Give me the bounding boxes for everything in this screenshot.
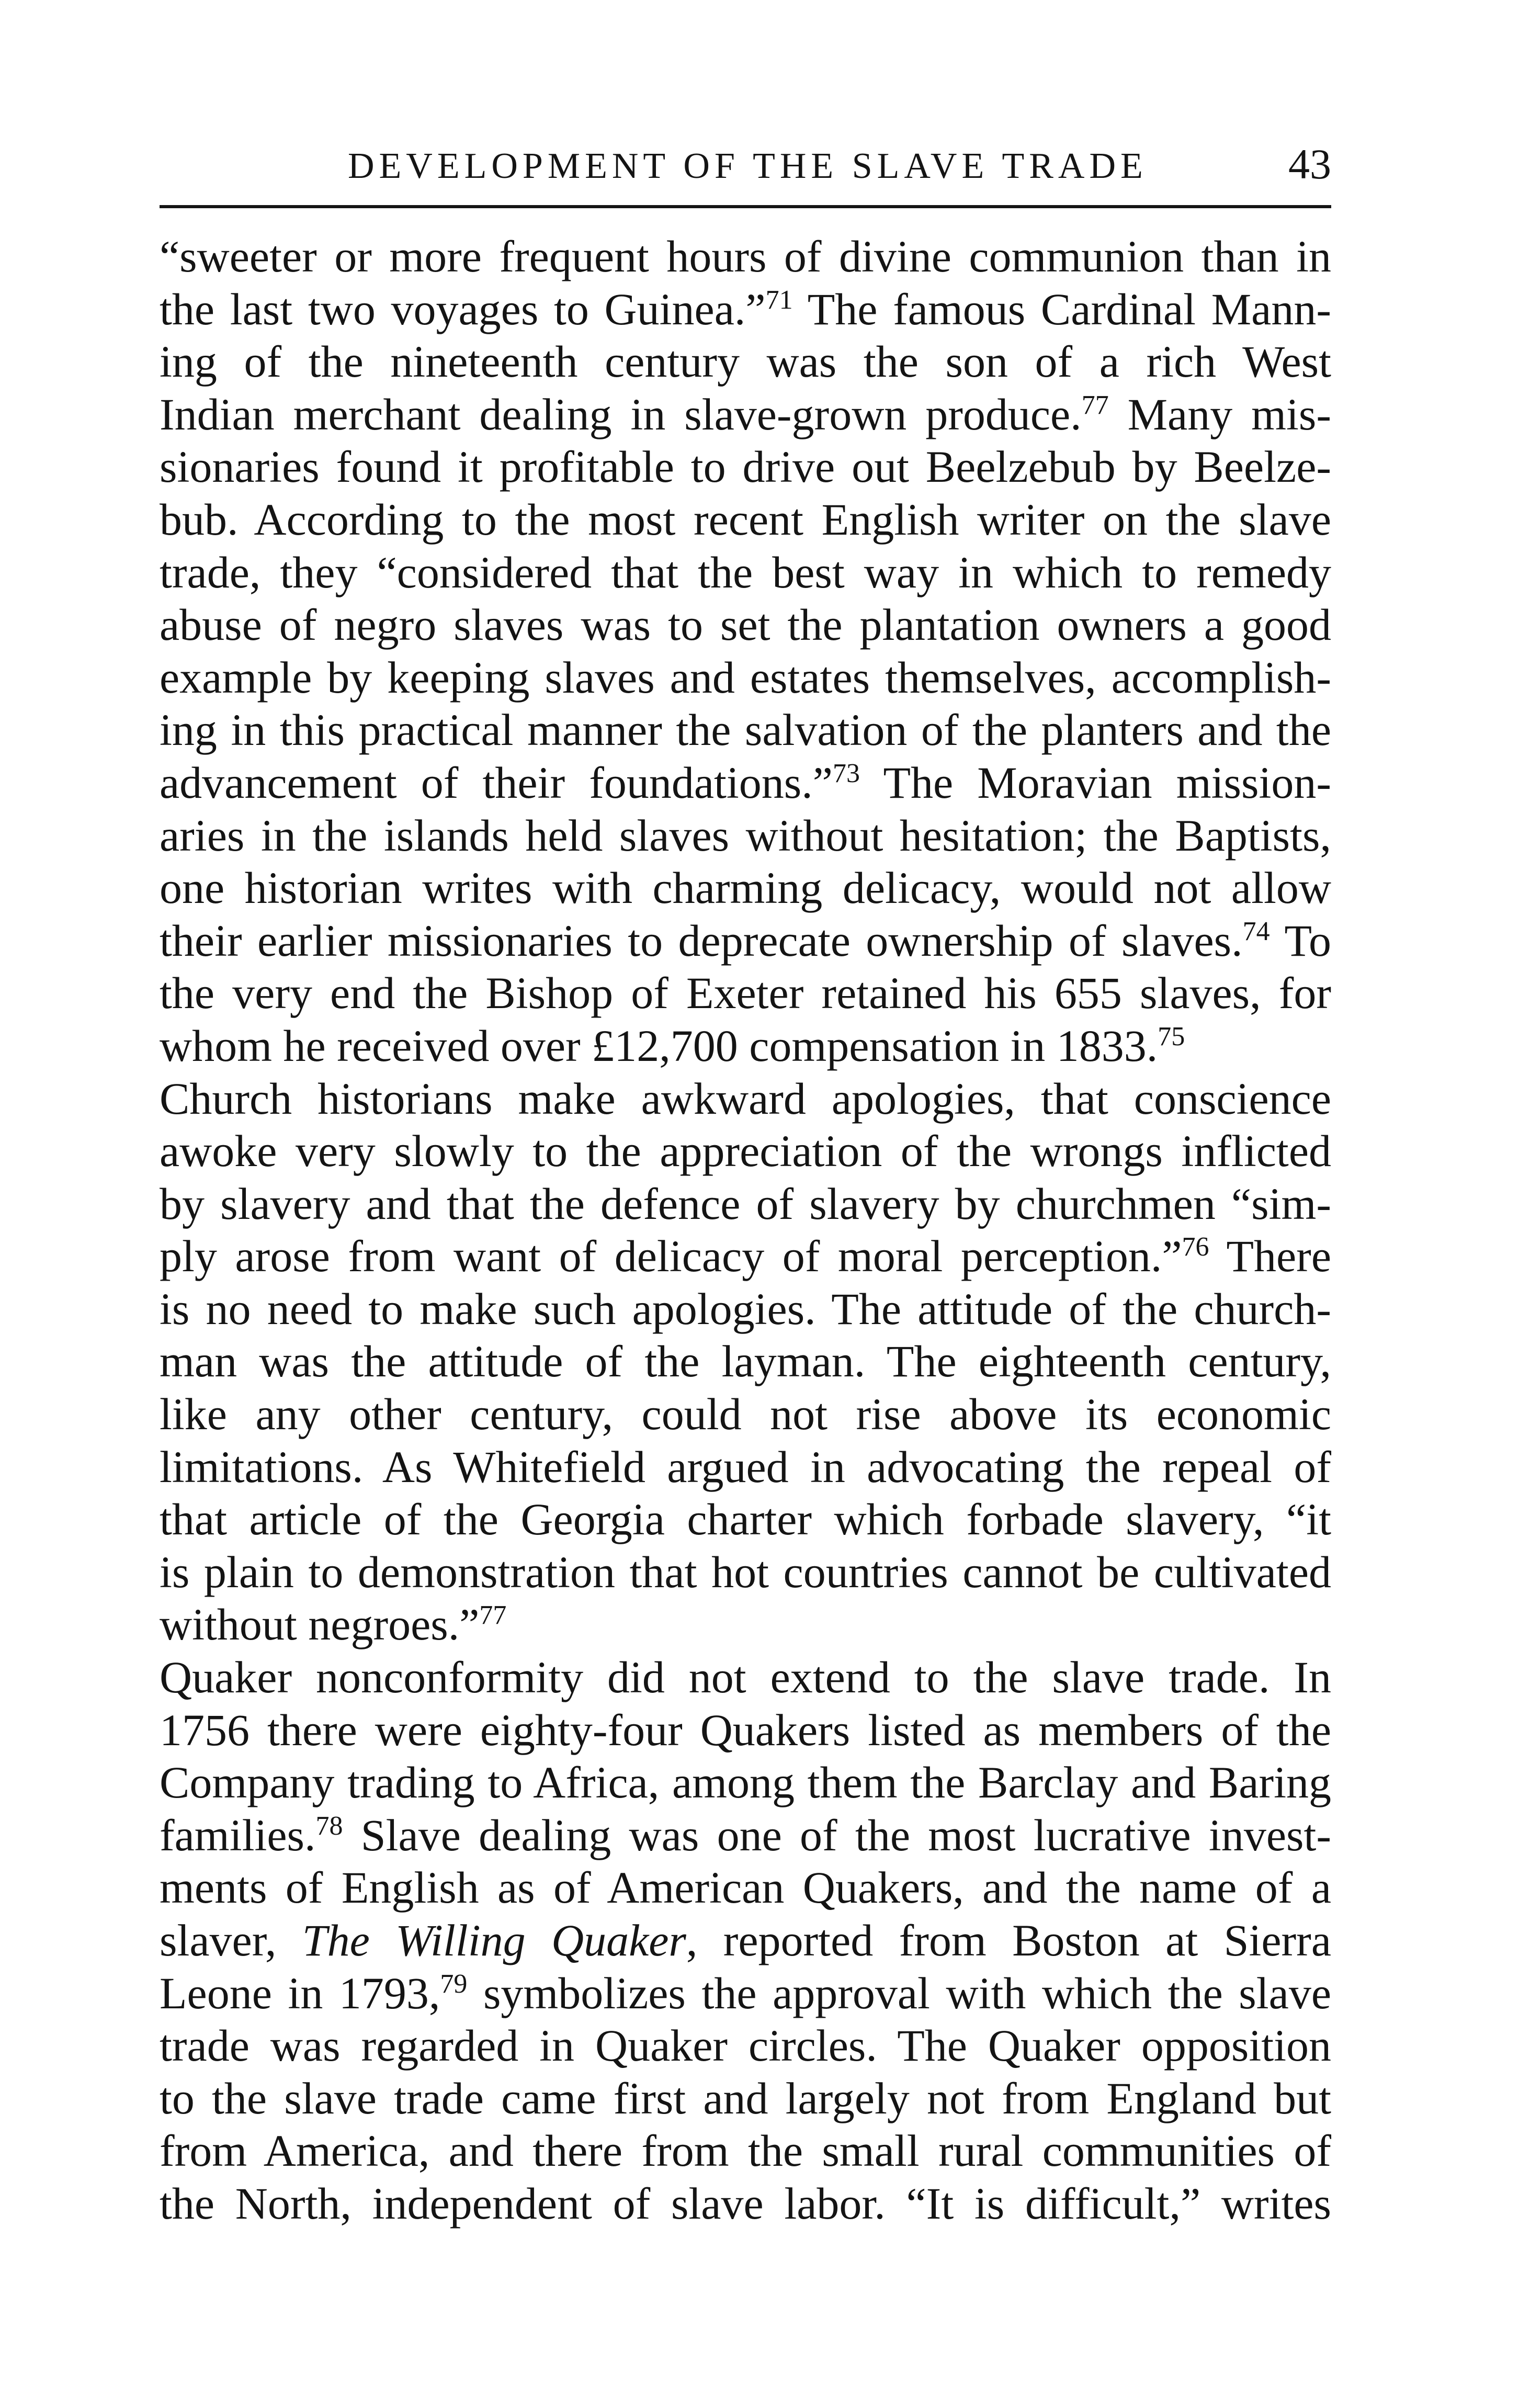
footnote-ref: 78	[315, 1811, 343, 1841]
text-run: , reported from Boston at Sierra	[686, 1915, 1331, 1965]
text-run: ments of English as of American Quakers, and the name of a	[160, 1862, 1331, 1913]
body-text	[160, 230, 1331, 2230]
text-line	[160, 2019, 1331, 2072]
text-line	[160, 967, 1331, 1020]
text-line	[160, 546, 1331, 599]
text-run: “sweeter or more frequent hours of divine communion than in	[160, 231, 1331, 281]
text-line	[160, 388, 1331, 441]
text-run: limitations. As Whitefield argued in advocating the repeal of	[160, 1441, 1331, 1492]
text-run: is plain to demonstration that hot countries cannot be cultivated	[160, 1546, 1331, 1597]
text-line	[160, 1809, 1331, 1862]
text-line	[160, 1704, 1331, 1757]
text-run: To	[1269, 915, 1331, 966]
text-line	[160, 1546, 1331, 1599]
text-line	[160, 493, 1331, 546]
running-head	[160, 133, 1331, 207]
text-line	[160, 230, 1331, 283]
text-line	[160, 283, 1331, 336]
text-run: without negroes.”	[160, 1599, 480, 1650]
paragraph	[160, 230, 1331, 1072]
text-run: ing of the nineteenth century was the son of a rich West	[160, 336, 1331, 387]
text-run: from America, and there from the small rural communities of	[160, 2126, 1331, 2176]
text-run: Many mis-	[1108, 389, 1331, 439]
text-run: ing in this practical manner the salvation of the planters and the	[160, 705, 1331, 755]
text-run: aries in the islands held slaves without hesitation; the Baptists,	[160, 810, 1331, 861]
text-line	[160, 809, 1331, 862]
text-line	[160, 1967, 1331, 2020]
text-run: like any other century, could not rise above its economic	[160, 1389, 1331, 1440]
text-run: families.	[160, 1810, 316, 1860]
text-line	[160, 862, 1331, 914]
text-run: trade, they “considered that the best way in which to remedy	[160, 547, 1331, 597]
text-run: Leone in 1793,	[160, 1968, 440, 2018]
text-run: by slavery and that the defence of slavery by churchmen “sim-	[160, 1178, 1331, 1229]
text-run: trade was regarded in Quaker circles. The Quaker opposition	[160, 2020, 1331, 2071]
text-run: symbolizes the approval with which the slave	[467, 1968, 1331, 2018]
text-line	[160, 1441, 1331, 1494]
text-line	[160, 1125, 1331, 1178]
text-run: Slave dealing was one of the most lucrative invest-	[343, 1810, 1331, 1860]
footnote-ref: 74	[1242, 916, 1270, 946]
text-run: the North, independent of slave labor. “It is difficult,” writes	[160, 2178, 1331, 2229]
footnote-ref: 77	[479, 1600, 507, 1631]
text-line	[160, 1388, 1331, 1441]
text-run: There	[1209, 1231, 1331, 1282]
running-title: DEVELOPMENT OF THE SLAVE TRADE	[348, 146, 1148, 186]
text-line	[160, 1756, 1331, 1809]
footnote-ref: 73	[832, 758, 860, 788]
text-line	[160, 335, 1331, 388]
text-run: The Moravian mission-	[859, 757, 1331, 808]
text-line	[160, 1283, 1331, 1336]
text-line	[160, 651, 1331, 704]
text-run: one historian writes with charming delicacy, would not allow	[160, 863, 1331, 913]
text-run: whom he received over £12,700 compensation in 1833.	[160, 1020, 1158, 1071]
footnote-ref: 77	[1081, 390, 1109, 420]
text-line	[160, 1072, 1331, 1125]
text-line	[160, 1493, 1331, 1546]
text-run: The famous Cardinal Mann-	[792, 284, 1331, 334]
text-line	[160, 1178, 1331, 1230]
footnote-ref: 76	[1182, 1232, 1209, 1262]
text-line	[160, 1230, 1331, 1283]
text-line	[160, 2072, 1331, 2125]
footnote-ref: 71	[765, 285, 793, 315]
text-run: their earlier missionaries to deprecate ownership of slaves.	[160, 915, 1243, 966]
text-run: abuse of negro slaves was to set the plantation owners a good	[160, 600, 1331, 650]
text-line	[160, 598, 1331, 651]
text-run: is no need to make such apologies. The attitude of the church-	[160, 1283, 1331, 1334]
text-run: the very end the Bishop of Exeter retained his 655 slaves, for	[160, 968, 1331, 1019]
text-run: Indian merchant dealing in slave-grown produce.	[160, 389, 1082, 439]
text-line	[160, 1335, 1331, 1388]
text-run: Company trading to Africa, among them the Barclay and Baring	[160, 1757, 1331, 1808]
text-line	[160, 756, 1331, 809]
text-line	[160, 1914, 1331, 1967]
text-run: advancement of their foundations.”	[160, 757, 833, 808]
text-line	[160, 1651, 1331, 1704]
text-line	[160, 1598, 1331, 1651]
text-run: Quaker nonconformity did not extend to the slave trade. In	[160, 1652, 1331, 1703]
text-line	[160, 1861, 1331, 1914]
text-line	[160, 2177, 1331, 2230]
footnote-ref: 79	[440, 1969, 468, 1999]
text-run: the last two voyages to Guinea.”	[160, 284, 766, 334]
text-run: 1756 there were eighty-four Quakers listed as members of the	[160, 1704, 1331, 1755]
text-run: awoke very slowly to the appreciation of the wrongs inflicted	[160, 1126, 1331, 1177]
paragraph	[160, 1651, 1331, 2230]
text-line	[160, 1020, 1331, 1072]
text-line	[160, 704, 1331, 756]
footnote-ref: 75	[1158, 1021, 1185, 1052]
header-rule	[160, 205, 1331, 208]
text-line	[160, 914, 1331, 967]
page-number: 43	[1288, 140, 1331, 188]
text-run: man was the attitude of the layman. The eighteenth century,	[160, 1336, 1331, 1387]
text-run: bub. According to the most recent English writer on the slave	[160, 494, 1331, 545]
paragraph	[160, 1072, 1331, 1652]
text-line	[160, 440, 1331, 493]
text-run: Church historians make awkward apologies, that conscience	[160, 1073, 1331, 1124]
text-run: slaver,	[160, 1915, 302, 1965]
text-line	[160, 2124, 1331, 2177]
text-run: that article of the Georgia charter which forbade slavery, “it	[160, 1494, 1331, 1545]
italic-text: The Willing Quaker	[302, 1915, 686, 1965]
text-run: example by keeping slaves and estates themselves, accomplish-	[160, 652, 1331, 703]
text-run: ply arose from want of delicacy of moral perception.”	[160, 1231, 1182, 1282]
text-run: sionaries found it profitable to drive out Beelzebub by Beelze-	[160, 442, 1331, 492]
text-run: to the slave trade came first and largely not from England but	[160, 2073, 1331, 2123]
